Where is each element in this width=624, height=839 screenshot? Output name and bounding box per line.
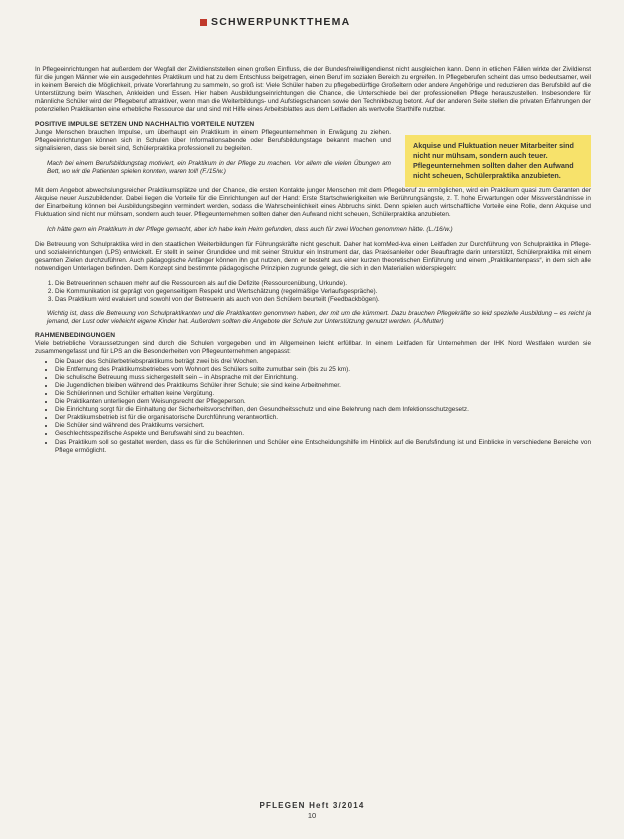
list-item: • Die Entfernung des Praktikumsbetriebes vom Wohnort des Schülers sollte zumutbar sein (bis zu 25 km). xyxy=(55,366,591,374)
list-item: • Die Jugendlichen bleiben während des Praktikums Schüler ihrer Schule; sie sind keine Arbeitnehmer. xyxy=(55,382,591,390)
list-item: • Das Praktikum soll so gestaltet werden, dass es für die Schülerinnen und Schüler eine Entscheidungshilfe im Hinblick auf die Berufsfindung ist und Einblicke in verschiedene Bereiche von Pflege ermöglicht. xyxy=(55,439,591,455)
paragraph-leitfaden: Die Betreuung von Schulpraktika wird in den staatlichen Weiterbildungen für Führungskräfte nicht geschult. Daher hat komMed-kva einen Leitfaden zur Durchführung von Schulpraktika in Pflege- und sozialeinrichtungen (LPS) entwickelt. Er stellt in seiner Grundidee und mit seiner Struktur ein Instrument dar, das Praxisanleiter oder Beauftragte darin unterstützt, Schülerpraktika mit einem gesamten Zielen durchzuführen. Auch pädagogische Anfänger können ihn gut nutzen, denn er besteht aus einer kurzen theoretischen Einführung und einem „Praktikantenpass“, in dem sich alle notwendigen Unterlagen befinden. Dem Konzept sind bestimmte pädagogische Prinzipien zugrunde gelegt, die sich in den Materialien widerspiegeln: xyxy=(35,240,591,272)
quote: Wichtig ist, dass die Betreuung von Schulpraktikanten und die Praktikanten genommen haben, der mit um die kümmert. Dazu brauchen Pflegekräfte so leid spezielle Ausbildung – es reicht ja jemand, der Lust oder vielleicht eigene Kinder hat. Außerdem sollten die Angebote der Schule zur Unterstützung genutzt werden. (A./Mutter) xyxy=(47,309,591,325)
paragraph-impulse: Junge Menschen brauchen Impulse, um überhaupt ein Praktikum in einem Pflegeunternehmen in Erwägung zu ziehen. Pflegeeinrichtungen können sich in Schulen über Informationsabende oder Berufsbildungstage bekannt machen und signalisieren, dass sie bereit sind, Schülerpraktika professionell zu begleiten. xyxy=(35,129,391,153)
highlight-callout: Akquise und Fluktuation neuer Mitarbeiter sind nicht nur mühsam, sondern auch teuer. Pflegeunternehmen sollten daher den Aufwand nicht scheuen, Schülerpraktika anzubieten. xyxy=(405,135,591,187)
text-column xyxy=(35,129,391,182)
conditions-list xyxy=(35,358,591,455)
intro-paragraph: In Pflegeeinrichtungen hat außerdem der Wegfall der Zivildienststellen einen großen Einfluss, die der Bundesfreiwilligendienst nicht ausgleichen kann. Denn in etlichen Fällen wirkte der Zivildienst für die jungen Männer wie ein ausgedehntes Praktikum und hat zu dem Entschluss beigetragen, einen Beruf im sozialen Bereich zu ergreifen. In Pflegeberufen scheint das umso bedeutsamer, weil in keinem Bereich die Möglichkeit, private Vorerfahrung zu sammeln, so groß ist: Viele Schüler haben zu pflegebedürftige Großeltern oder andere Angehörige und reduzieren das Berufsbild auf die Unterstützung beim Waschen, Ankleiden und Essen. Hier haben Ausbildungseinrichtungen die Chance, die Unterschiede bei der professionellen Pflege herauszustellen. Insbesondere für männliche Schüler wird der Pflegeberuf attraktiver, wenn man die Weiterbildungs- und Aufstiegschancen sowie den Technikbezug betont. Auf der anderen Seite stellen die privaten Erfahrungen der potenziellen Praktikanten eine erhebliche Ressource dar und sind mit Hilfe eines Arbeitsblattes aus dem Leitfaden als wertvolle Starthilfe nutzbar. xyxy=(35,66,591,114)
list-item: 2. Die Kommunikation ist geprägt von gegenseitigem Respekt und Wertschätzung (regelmäßige Verlaufsgespräche). xyxy=(55,288,591,296)
page-number: 10 xyxy=(307,811,317,820)
section-title: SCHWERPUNKTTHEMA xyxy=(211,16,351,28)
list-item: • Die Einrichtung sorgt für die Einhaltung der Sicherheitsvorschriften, den Gesundheitsschutz und eine Belehrung nach dem Infektionsschutzgesetz. xyxy=(55,406,591,414)
section-heading-impulse: POSITIVE IMPULSE SETZEN UND NACHHALTIG VORTEILE NUTZEN xyxy=(35,121,255,129)
section-header xyxy=(200,14,400,30)
list-item: • Die Schüler sind während des Praktikums versichert. xyxy=(55,422,591,430)
header-marker-icon xyxy=(200,19,207,26)
paragraph-akquise: Mit dem Angebot abwechslungsreicher Praktikumsplätze und der Chance, die ersten Kontakte junger Menschen mit dem Pflegeberuf zu ermöglichen, wird ein Praktikum quasi zum Garanten der Akquise neuer Auszubildender. Dabei liegen die Vorteile für die Einrichtungen auf der Hand: Erste Startschwierigkeiten wie Berührungsängste, z. T. hohe Erwartungen oder Missverständnisse in der Einarbeitung können bei Ausbildungsbeginn vermindert werden, sodass die Wahrscheinlichkeit eines Abbruchs sinkt. Denn spielen auch wirtschaftliche Vorteile eine Rolle, denn Akquise und Fluktuation sind nicht nur mühsam, sondern auch teuer. Pflegeunternehmen sollten daher den Aufwand nicht scheuen, Schülerpraktika anzubieten. xyxy=(35,187,591,219)
list-item: • Die Schülerinnen und Schüler erhalten keine Vergütung. xyxy=(55,390,591,398)
principles-list xyxy=(35,280,591,304)
wrap-row xyxy=(35,129,591,187)
magazine-issue: PFLEGEN Heft 3/2014 xyxy=(259,801,365,810)
list-item: • Geschlechtsspezifische Aspekte und Berufswahl sind zu beachten. xyxy=(55,430,591,438)
list-item: 1. Die Betreuerinnen schauen mehr auf die Ressourcen als auf die Defizite (Ressourcenübung, Urkunde). xyxy=(55,280,591,288)
quote: Ich hätte gern ein Praktikum in der Pflege gemacht, aber ich habe kein Heim gefunden, dass auch für zwei Wochen genommen hätte. (L./16/w.) xyxy=(47,226,453,234)
quote: Mach bei einem Berufsbildungstag motiviert, ein Praktikum in der Pflege zu machen. Vor allem die vielen Übungen am Bett, wo wir die Patienten spielen konnten, waren toll! (F./15/w.) xyxy=(47,160,391,176)
list-item: • Der Praktikumsbetrieb ist für die organisatorische Durchführung verantwortlich. xyxy=(55,414,591,422)
article-body xyxy=(35,66,591,461)
list-item: • Die schulische Betreuung muss sichergestellt sein – in Absprache mit der Einrichtung. xyxy=(55,374,591,382)
paragraph-rahmen: Viele betriebliche Voraussetzungen sind durch die Schulen vorgegeben und im Allgemeinen leicht erfüllbar. In einem Leitfaden für Unternehmen der IHK Nord Westfalen wurden sie zusammengefasst und für LPS an die Besonderheiten von Pflegeunternehmen angepasst: xyxy=(35,339,591,355)
page-footer xyxy=(0,801,624,820)
list-item: • Die Dauer des Schülerbetriebspraktikums beträgt zwei bis drei Wochen. xyxy=(55,358,591,366)
section-heading-rahmen: RAHMENBEDINGUNGEN xyxy=(35,331,116,339)
list-item: 3. Das Praktikum wird evaluiert und sowohl von der Betreuerin als auch von den Schülern beurteilt (Feedbackbögen). xyxy=(55,296,591,304)
list-item: • Die Praktikanten unterliegen dem Weisungsrecht der Pflegeperson. xyxy=(55,398,591,406)
